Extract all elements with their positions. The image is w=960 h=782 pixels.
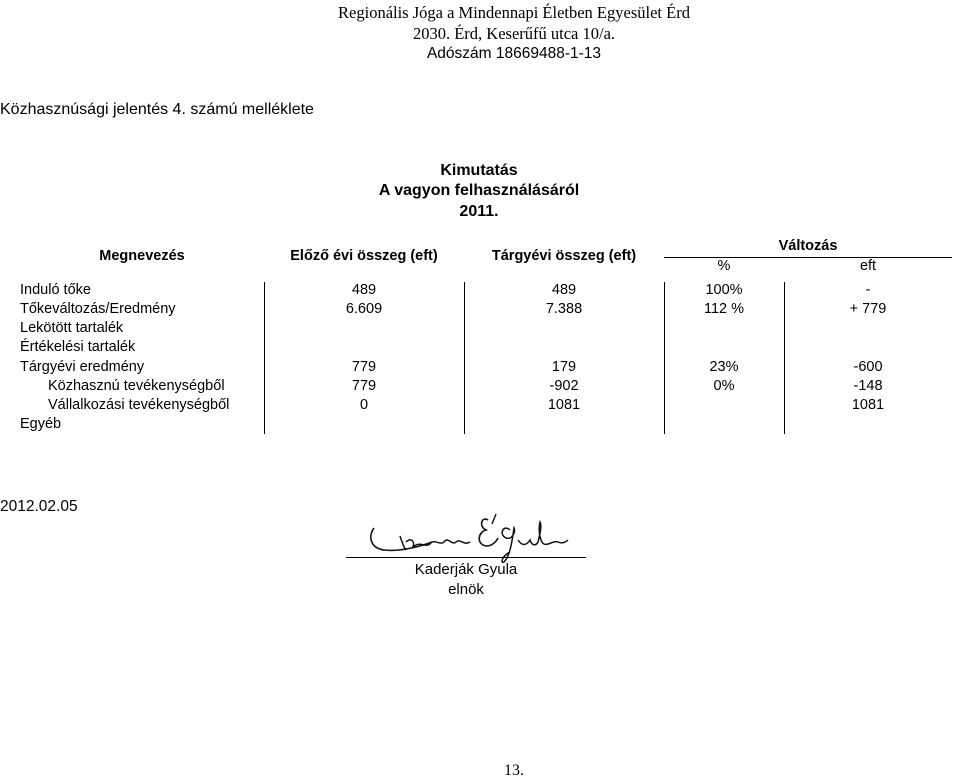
title-line-2: A vagyon felhasználásáról: [378, 182, 580, 199]
table-row: [0, 395, 960, 415]
title-line-1: Kimutatás: [440, 162, 518, 179]
row-current-value: -902: [549, 378, 579, 394]
report-subtitle: Közhasznúsági jelentés 4. számú melléklete: [0, 101, 314, 118]
row-change-percent: 112 %: [703, 301, 745, 317]
table-row: [0, 357, 960, 377]
header-eft: eft: [859, 258, 877, 274]
page-number: 13.: [504, 762, 524, 779]
header-divider: [664, 257, 952, 258]
row-label: Egyéb: [20, 416, 62, 432]
header-percent: %: [717, 258, 731, 274]
header-current-year: Tárgyévi összeg (eft): [491, 248, 637, 264]
row-change-eft: 1081: [851, 397, 885, 413]
table-row: [0, 337, 960, 357]
row-change-percent: 100%: [705, 282, 743, 298]
table-row: [0, 280, 960, 300]
title-year: 2011.: [459, 203, 499, 220]
signatory-role: elnök: [448, 581, 484, 598]
table-row: [0, 318, 960, 338]
organization-address: 2030. Érd, Keserűfű utca 10/a.: [412, 24, 616, 43]
row-label: Induló tőke: [20, 282, 91, 298]
row-change-percent: 0%: [713, 378, 735, 394]
row-current-value: 489: [551, 282, 577, 298]
header-change: Változás: [778, 238, 838, 254]
row-prev-value: 0: [359, 397, 369, 413]
row-change-percent: 23%: [709, 359, 739, 375]
row-change-eft: -148: [853, 378, 883, 394]
row-change-eft: + 779: [849, 301, 887, 317]
header-prev-year: Előző évi összeg (eft): [290, 248, 438, 264]
row-prev-value: 489: [351, 282, 377, 298]
signature-line: [346, 557, 586, 558]
row-prev-value: 6.609: [345, 301, 383, 317]
row-prev-value: 779: [351, 378, 377, 394]
row-label: Lekötött tartalék: [20, 320, 124, 336]
row-change-eft: -: [865, 282, 871, 298]
tax-id: Adószám 18669488-1-13: [426, 45, 602, 62]
document-date: 2012.02.05: [0, 498, 78, 515]
row-label: Tárgyévi eredmény: [20, 359, 145, 375]
row-label: Közhasznú tevékenységből: [48, 378, 225, 394]
row-label: Vállalkozási tevékenységből: [48, 397, 230, 413]
table-row: [0, 414, 960, 434]
organization-name: Regionális Jóga a Mindennapi Életben Egyesület Érd: [338, 3, 690, 22]
row-current-value: 179: [551, 359, 577, 375]
signatory-name: Kaderják Gyula: [414, 561, 518, 578]
row-current-value: 1081: [547, 397, 581, 413]
row-label: Értékelési tartalék: [20, 339, 136, 355]
table-row: [0, 376, 960, 396]
table-row: [0, 299, 960, 319]
row-label: Tőkeváltozás/Eredmény: [20, 301, 176, 317]
header-name: Megnevezés: [99, 248, 185, 264]
row-prev-value: 779: [351, 359, 377, 375]
row-change-eft: -600: [853, 359, 883, 375]
row-current-value: 7.388: [545, 301, 583, 317]
